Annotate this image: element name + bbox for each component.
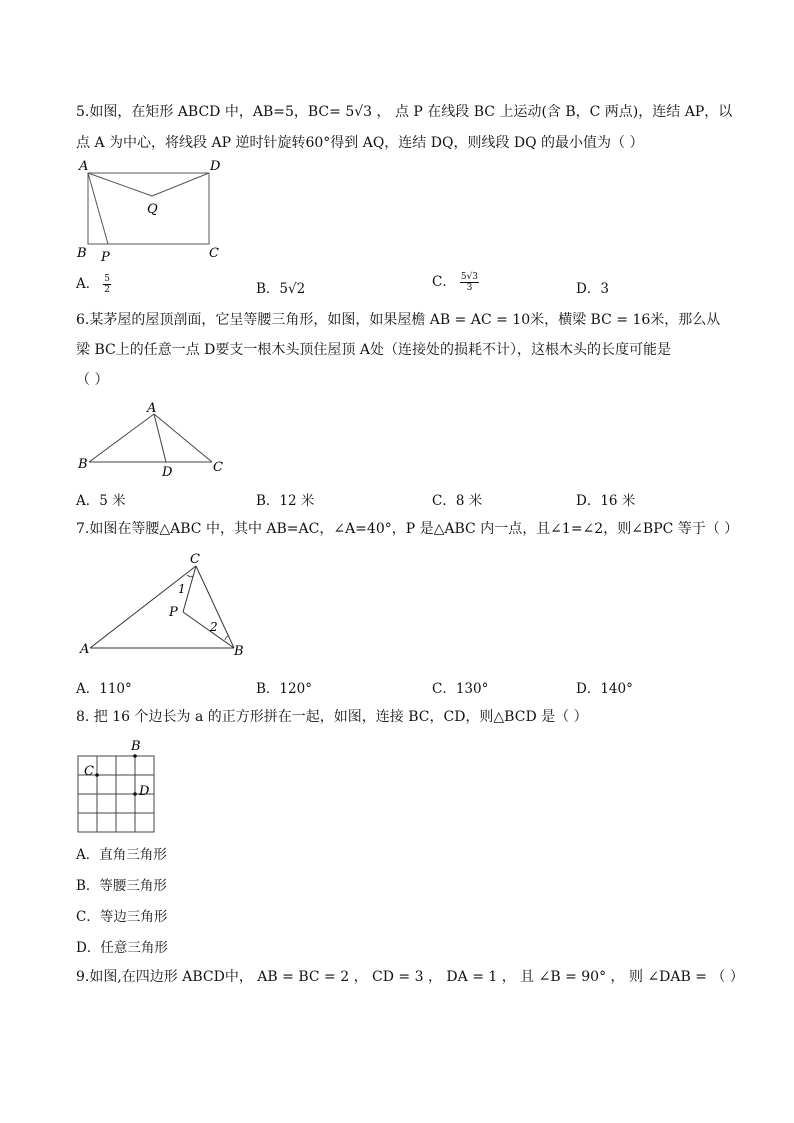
q7-isosceles-triangle-figure <box>76 548 256 660</box>
q6-label-b: B <box>78 457 88 472</box>
q6-stem-line1: 6.某茅屋的屋顶剖面，它呈等腰三角形，如图，如果屋檐 AB = AC = 10米，横梁 BC = 16米，那么从 <box>76 312 721 328</box>
q8-option-d[interactable]: D．任意三角形 <box>76 940 168 956</box>
q5-stem-line1: 5.如图，在矩形 ABCD 中，AB=5，BC= 5√3 ， 点 P 在线段 BC 上运动(含 B，C 两点)，连结 AP，以 <box>76 104 733 120</box>
q7-option-a[interactable]: A．110° <box>76 681 132 697</box>
q5-option-a[interactable] <box>76 272 111 295</box>
q6-label-d: D <box>162 465 173 480</box>
q6-option-c[interactable]: C．8 米 <box>432 493 483 509</box>
q6-label-a: A <box>147 401 157 416</box>
q7-option-c[interactable]: C．130° <box>432 681 489 697</box>
q5-option-a-prefix: A． <box>76 276 100 292</box>
q8-option-a[interactable]: A．直角三角形 <box>76 847 167 863</box>
q6-option-b[interactable]: B．12 米 <box>256 493 315 509</box>
q7-label-b: B <box>234 644 244 659</box>
q5-option-a-fraction <box>103 274 111 295</box>
q5-option-d[interactable]: D．3 <box>576 281 609 297</box>
q8-stem-line1: 8. 把 16 个边长为 a 的正方形拼在一起，如图，连接 BC，CD，则△BCD 是（ ） <box>76 709 588 725</box>
q5-label-p: P <box>101 250 110 265</box>
q7-option-b[interactable]: B．120° <box>256 681 312 697</box>
q8-label-b: B <box>131 739 141 754</box>
q8-option-c[interactable]: C．等边三角形 <box>76 909 168 925</box>
q8-square-grid-figure <box>76 733 166 837</box>
q5-stem-line2: 点 A 为中心，将线段 AP 逆时针旋转60°得到 AQ，连结 DQ，则线段 DQ 的最小值为（ ） <box>76 135 644 151</box>
q6-stem-line2: 梁 BC上的任意一点 D要支一根木头顶住屋顶 A处（连接处的损耗不计），这根木头的长度可能是 <box>76 342 671 358</box>
q8-option-b[interactable]: B．等腰三角形 <box>76 878 167 894</box>
q5-label-a: A <box>79 159 89 174</box>
q5-option-c-numerator: 5√3 <box>460 272 479 282</box>
q5-label-b: B <box>77 246 87 261</box>
q9-stem-line1: 9.如图,在四边形 ABCD中， AB = BC = 2 ， CD = 3 ， DA = 1 ， 且 ∠B = 90° ， 则 ∠DAB = （ ） <box>76 969 744 985</box>
q7-label-angle1: 1 <box>178 582 186 596</box>
q5-label-d: D <box>210 159 221 174</box>
q5-option-c[interactable] <box>432 270 479 293</box>
q8-label-d: D <box>139 784 150 799</box>
q6-label-c: C <box>213 460 223 475</box>
q5-option-c-denominator: 3 <box>466 283 473 293</box>
q7-option-d[interactable]: D．140° <box>576 681 633 697</box>
q7-label-angle2: 2 <box>210 620 218 634</box>
q5-option-a-denominator: 2 <box>104 285 110 295</box>
q5-label-q: Q <box>147 202 158 217</box>
q5-option-b[interactable]: B．5√2 <box>256 281 306 297</box>
q8-label-c: C <box>84 764 94 779</box>
q7-stem-line1: 7.如图在等腰△ABC 中，其中 AB=AC，∠A=40°，P 是△ABC 内一点，且∠1=∠2，则∠BPC 等于（ ） <box>76 521 739 537</box>
q5-option-c-prefix: C． <box>432 274 456 290</box>
q5-rectangle-figure <box>76 158 236 266</box>
q6-option-d[interactable]: D．16 米 <box>576 493 636 509</box>
q7-label-c: C <box>190 552 200 567</box>
q6-stem-line3: （ ） <box>76 372 109 388</box>
q5-option-c-fraction <box>460 272 479 293</box>
q6-roof-triangle-figure <box>76 398 236 480</box>
q7-label-a: A <box>80 642 90 657</box>
q7-label-p: P <box>169 605 178 620</box>
q6-option-a[interactable]: A．5 米 <box>76 493 126 509</box>
q5-label-c: C <box>209 246 219 261</box>
q5-option-a-numerator: 5 <box>104 274 110 284</box>
